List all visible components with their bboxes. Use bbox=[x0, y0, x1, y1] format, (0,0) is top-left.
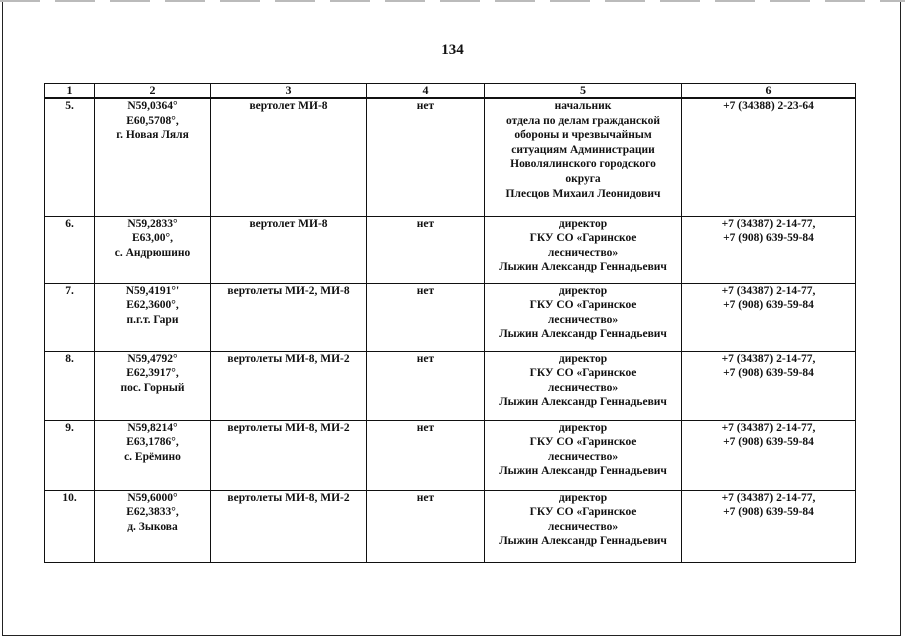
phones-cell bbox=[682, 283, 856, 351]
contact-line: Лыжин Александр Геннадьевич bbox=[499, 261, 667, 274]
table-row bbox=[45, 490, 856, 562]
contact-line: директор bbox=[558, 217, 608, 230]
aircraft-cell: вертолет МИ-8 bbox=[211, 98, 367, 216]
latitude: N59,8214° bbox=[127, 421, 178, 434]
phone: +7 (34387) 2-14-77, bbox=[721, 284, 816, 297]
phones-cell bbox=[682, 216, 856, 283]
header-col-3: 3 bbox=[211, 84, 367, 99]
coordinates-cell bbox=[95, 420, 211, 490]
row-number: 6. bbox=[45, 216, 95, 283]
contact-line: ГКУ СО «Гаринское bbox=[529, 436, 637, 449]
contact-cell bbox=[485, 490, 682, 562]
availability-cell: нет bbox=[367, 98, 485, 216]
contact-line: Плесцов Михаил Леонидович bbox=[505, 187, 661, 200]
row-number: 8. bbox=[45, 351, 95, 420]
coordinates-cell bbox=[95, 98, 211, 216]
contact-cell bbox=[485, 351, 682, 420]
header-col-2: 2 bbox=[95, 84, 211, 99]
contact-line: Новолялинского городского bbox=[510, 158, 656, 171]
availability-cell: нет bbox=[367, 283, 485, 351]
contact-line: Лыжин Александр Геннадьевич bbox=[499, 328, 667, 341]
coordinates-cell bbox=[95, 283, 211, 351]
contact-line: ГКУ СО «Гаринское bbox=[529, 367, 637, 380]
settlement: п.г.т. Гари bbox=[126, 313, 179, 326]
settlement: г. Новая Ляля bbox=[116, 129, 189, 142]
row-number: 5. bbox=[45, 98, 95, 216]
table-header-row bbox=[45, 84, 856, 99]
page-number: 134 bbox=[441, 42, 464, 58]
settlement: пос. Горный bbox=[120, 381, 185, 394]
phone: +7 (908) 639-59-84 bbox=[723, 436, 814, 449]
contact-line: директор bbox=[558, 491, 608, 504]
aircraft-cell: вертолет МИ-8 bbox=[211, 216, 367, 283]
phone: +7 (34388) 2-23-64 bbox=[723, 100, 814, 112]
contact-line: директор bbox=[558, 284, 608, 297]
contact-cell bbox=[485, 216, 682, 283]
contact-line: лесничество» bbox=[547, 381, 619, 394]
phones-cell bbox=[682, 490, 856, 562]
header-col-4: 4 bbox=[367, 84, 485, 99]
contact-line: обороны и чрезвычайным bbox=[514, 129, 652, 142]
longitude: E63,00°, bbox=[131, 232, 174, 245]
row-number: 10. bbox=[45, 490, 95, 562]
contact-line: лесничество» bbox=[547, 450, 619, 463]
table-row bbox=[45, 351, 856, 420]
phone: +7 (908) 639-59-84 bbox=[723, 367, 814, 380]
contact-line: Лыжин Александр Геннадьевич bbox=[499, 535, 667, 548]
table-row bbox=[45, 420, 856, 490]
settlement: с. Ерёмино bbox=[124, 450, 181, 463]
contact-cell bbox=[485, 283, 682, 351]
contact-cell bbox=[485, 98, 682, 216]
longitude: E60,5708°, bbox=[126, 114, 179, 127]
latitude: N59,2833° bbox=[127, 217, 178, 230]
contact-line: отдела по делам гражданской bbox=[505, 114, 661, 127]
availability-cell: нет bbox=[367, 351, 485, 420]
coordinates-cell bbox=[95, 351, 211, 420]
contact-line: директор bbox=[558, 352, 608, 365]
phone: +7 (908) 639-59-84 bbox=[723, 299, 814, 312]
contact-line: ГКУ СО «Гаринское bbox=[529, 232, 637, 245]
phone: +7 (34387) 2-14-77, bbox=[721, 421, 816, 434]
contact-line: Лыжин Александр Геннадьевич bbox=[499, 465, 667, 478]
settlement: с. Андрюшино bbox=[114, 246, 191, 259]
aircraft-cell: вертолеты МИ-8, МИ-2 bbox=[211, 351, 367, 420]
longitude: E62,3917°, bbox=[126, 367, 179, 380]
coordinates-cell bbox=[95, 490, 211, 562]
contact-line: ситуациям Администрации bbox=[511, 143, 655, 156]
table-row bbox=[45, 216, 856, 283]
latitude: N59,0364° bbox=[127, 100, 178, 112]
header-col-6: 6 bbox=[682, 84, 856, 99]
header-col-5: 5 bbox=[485, 84, 682, 99]
latitude: N59,6000° bbox=[127, 491, 178, 504]
availability-cell: нет bbox=[367, 420, 485, 490]
settlement: д. Зыкова bbox=[127, 520, 178, 533]
longitude: E62,3833°, bbox=[126, 506, 179, 519]
contact-line: Лыжин Александр Геннадьевич bbox=[499, 396, 667, 409]
contact-line: лесничество» bbox=[547, 313, 619, 326]
contact-line: лесничество» bbox=[547, 246, 619, 259]
row-number: 9. bbox=[45, 420, 95, 490]
aircraft-cell: вертолеты МИ-8, МИ-2 bbox=[211, 490, 367, 562]
phone: +7 (34387) 2-14-77, bbox=[721, 352, 816, 365]
aircraft-cell: вертолеты МИ-8, МИ-2 bbox=[211, 420, 367, 490]
contact-line: директор bbox=[558, 421, 608, 434]
contact-line: округа bbox=[565, 172, 601, 185]
phone: +7 (908) 639-59-84 bbox=[723, 232, 814, 245]
coordinates-cell bbox=[95, 216, 211, 283]
availability-cell: нет bbox=[367, 216, 485, 283]
table-row bbox=[45, 283, 856, 351]
longitude: E63,1786°, bbox=[126, 436, 179, 449]
aircraft-cell: вертолеты МИ-2, МИ-8 bbox=[211, 283, 367, 351]
phones-cell bbox=[682, 420, 856, 490]
longitude: E62,3600°, bbox=[126, 299, 179, 312]
phone: +7 (908) 639-59-84 bbox=[723, 506, 814, 519]
table-row bbox=[45, 98, 856, 216]
phone: +7 (34387) 2-14-77, bbox=[721, 217, 816, 230]
phones-cell bbox=[682, 351, 856, 420]
availability-cell: нет bbox=[367, 490, 485, 562]
data-table bbox=[44, 83, 856, 563]
latitude: N59,4792° bbox=[127, 352, 178, 365]
row-number: 7. bbox=[45, 283, 95, 351]
contact-line: начальник bbox=[554, 100, 612, 112]
contact-cell bbox=[485, 420, 682, 490]
header-col-1: 1 bbox=[45, 84, 95, 99]
latitude: N59,4191°' bbox=[125, 284, 180, 297]
contact-line: ГКУ СО «Гаринское bbox=[529, 299, 637, 312]
phone: +7 (34387) 2-14-77, bbox=[721, 491, 816, 504]
phones-cell bbox=[682, 98, 856, 216]
contact-line: лесничество» bbox=[547, 520, 619, 533]
contact-line: ГКУ СО «Гаринское bbox=[529, 506, 637, 519]
